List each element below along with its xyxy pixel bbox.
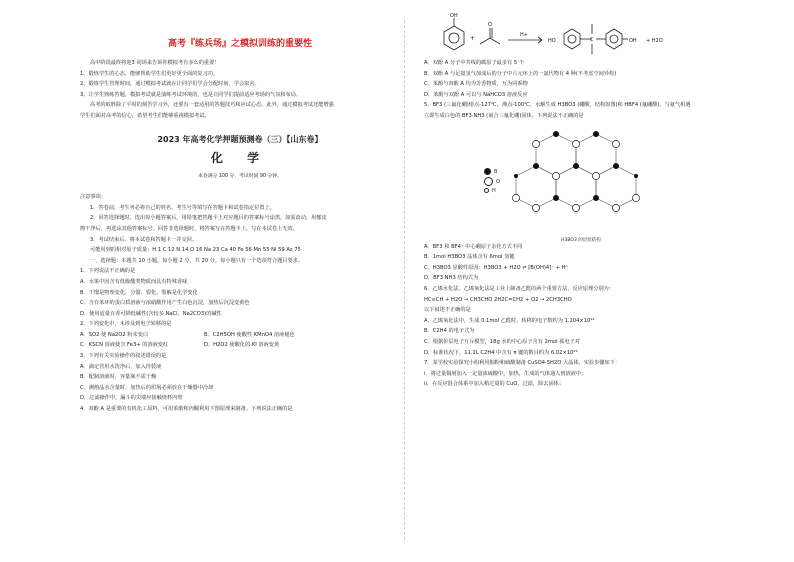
q3-option-b: B．配制溶液时，容量瓶不需干燥: [80, 374, 157, 381]
intro-line: 3、让学生熟练答题，模拟考试就是演练考试环境的，也是让同学们提前适应考场的气氛和布局。: [80, 91, 302, 98]
q7-step-i: i．将过量铜屑加入一定量浓硫酸中，加热，生成的气体通入到溶液中；: [424, 370, 587, 377]
lattice-diagram: [506, 124, 656, 230]
q6-option-d: D．标准状况下，11.2L C2H4 中含有 π 键的数目约为 6.02×10²³: [424, 349, 578, 356]
q3-option-a: A．滴定管用水洗净后，加入待装液: [80, 363, 162, 370]
svg-text:OH: OH: [629, 38, 637, 44]
q3-option-c: C．测熔晶水含量时，加热后的坩埚必须放在干燥器中冷却: [80, 384, 214, 391]
subject-title: 化 学: [210, 150, 270, 165]
intro-line: 学生们面对高考的信心，希望考生们能够重视模拟考试。: [80, 112, 210, 119]
note-line: 2．回答选择题时，选出每小题答案后，用铅笔把答题卡上对应题目的答案标号涂黑。如需改动，用橡皮: [90, 215, 327, 222]
q2-option-d: D．H2O2 使酸化的 KI 溶液变黄: [204, 342, 280, 349]
lattice-figure: [506, 124, 656, 247]
svg-text:+: +: [470, 35, 476, 42]
q5-option-d: D．BF3·NH3 结构式为: [424, 275, 479, 282]
boron-dot-icon: [484, 168, 491, 175]
q1-option-c: C．含有苯环的蛋白质溶液与浓硝酸作用产生白色沉淀，加热后沉淀变黄色: [80, 300, 250, 307]
column-divider: [404, 20, 405, 540]
structure-legend: [484, 168, 500, 196]
q4-option-d: D．苯酚与双酚 A 可以与 NaHCO3 溶液反应: [424, 91, 528, 98]
svg-text:OH: OH: [450, 13, 458, 19]
q7-stem: 7．某学校实验探究小组利用铜粉和硫酸制备 CuSO4·5H2O 大晶体，实验步骤如下：: [424, 360, 621, 367]
q3-option-d: D．过滤操作中，漏斗的尖端应接触烧杯内壁: [80, 395, 183, 402]
q1-option-b: B．干馏是物理变化，分馏、裂化、裂解是化学变化: [80, 289, 198, 296]
exam-title: 2023 年高考化学押题预测卷（三）【山东卷】: [157, 134, 323, 144]
note-line: 1．答卷前，考生务必将自己的姓名、考生号等填写在答题卡和试卷指定位置上。: [90, 204, 275, 211]
hydrogen-dot-icon: [484, 188, 489, 193]
q3-stem: 3．下列有关实验操作的叙述错误的是: [80, 353, 167, 360]
q5-stem-cont: 立即生成白色的 BF3·NH3 (氨合三氟化硼)固体。下列说法不正确的是: [424, 112, 584, 119]
intro-line: 1、锻炼学生的心态，能够帮助学生们更好更全面的复习功。: [80, 70, 219, 77]
q5-stem: 5．BF3 (三氟化硼)熔点-127℃，沸点-100℃，水解生成 H3BO3 (硼酸，结构如图)和 HBF4 (氟硼酸)，与氨气相遇: [424, 102, 691, 109]
q6-option-b: B．C2H4 的电子式为: [424, 328, 475, 335]
q1-option-d: D．使用适量百香可降低碱性(含较多 NaCl、Na2CO3)的碱性: [80, 310, 222, 317]
boric-acid-structure: [484, 124, 744, 242]
left-column: [80, 30, 400, 415]
svg-text:C: C: [590, 37, 594, 43]
legend-boron: B: [484, 168, 500, 177]
q6-sub: 以下叙述不正确的是: [424, 307, 471, 314]
intro-line: 高考的取胜除了平时的刻苦学习外，还要有一套适用的答题技巧和应试心态。此外，通过模拟考试还能增强: [90, 102, 334, 109]
q2-row1: [80, 330, 400, 341]
q4-option-c: C．苯酚与双酚 A 均为芳香物质，互为同系物: [424, 81, 528, 88]
intro-line: 高中阶段最终将迎3 同场来告诉你模拟考有多么的重要！: [90, 60, 220, 66]
q4-option-a: A．双酚 A 分子中共线的碳原子最多有 5 个: [424, 60, 524, 66]
structure-caption: H3BO3 的层状结构: [561, 238, 601, 244]
q5-option-c: C．H3BO3 显酸性原因：H3BO3 + H2O ⇌ [B(OH)4]⁻ + H⁺: [424, 264, 569, 271]
right-column: [424, 10, 744, 390]
q4-option-b: B．双酚 A 与足量氢气加成后的分子中六元环上的一氯代物有 4 种(不考虑空间异构): [424, 70, 617, 77]
atomic-masses: 可能用到的相对原子质量：H 1 C 12 N 14 O 16 Na 23 Ca 40 Fe 56 Mn 55 Ni 59 As 75: [90, 247, 301, 254]
score-note: 本卷满分 100 分，考试时间 90 分钟。: [198, 173, 282, 179]
note-line: 3．考试结束后，将本试卷和答题卡一并交回。: [90, 236, 198, 243]
notes-title: 注意事项：: [80, 194, 106, 201]
q2-option-b: B．C2H5OH 使酸性 KMnO4 溶液褪色: [204, 331, 295, 338]
header-title: 高考『练兵场』之模拟训练的重要性: [167, 39, 312, 49]
q6-equation: HC≡CH + H2O → CH3CHO 2H2C=CH2 + O2 → 2CH3CHO: [424, 296, 572, 303]
svg-text:O: O: [488, 22, 492, 28]
q6-stem: 6．乙烯水化法、乙烯氧化法是工业上制备乙醛的两个重要方法，反应原理分别为：: [424, 285, 615, 292]
legend-hydrogen: H: [484, 187, 500, 196]
reaction-reagent: H+: [520, 32, 528, 38]
q2-option-c: C．KSCN 溶液使含 Fe3+ 的溶液变红: [80, 342, 169, 349]
section-heading: 一、选择题：本题共 10 小题，每小题 2 分，共 20 分。每小题只有一个选项符合题目要求。: [90, 257, 304, 264]
reaction-scheme-diagram: [424, 10, 734, 58]
q2-stem: 2．下列变化中，未涉及到电子转移的是: [80, 321, 172, 328]
svg-text:HO: HO: [548, 38, 556, 44]
legend-oxygen: O: [484, 177, 500, 187]
reaction-byproduct: + H2O: [646, 38, 663, 44]
bisphenol-reaction: [424, 10, 744, 58]
q1-option-a: A．水果中因含有低级酯类物质而具有特殊香味: [80, 278, 188, 285]
q2-row2: [80, 340, 400, 351]
q5-option-a: A．BF3 和 BF4⁻ 中心硼原子杂化方式不同: [424, 243, 523, 250]
q7-step-ii: ii．在反应混合体系中加入稍过量的 CuO，过滤，除去固体；: [424, 381, 565, 388]
note-line: 擦干净后，再选涂其他答案标号。回答非选择题时，将答案写在答题卡上。写在本试卷上无效。: [80, 225, 298, 232]
q1-stem: 1．下列说法不正确的是: [80, 268, 136, 275]
oxygen-dot-icon: [484, 177, 493, 186]
intro-line: 2、锻炼学生管理时间，通过模拟考试就在让同学们学会分配时间，学会取舍。: [80, 81, 260, 88]
q6-option-a: A．乙烯氧化法中，生成 0.1mol 乙醛时，转移的电子数约为 1.204×10²³: [424, 317, 595, 324]
q4-stem: 4．双酚 A 是重要的有机化工原料，可用苯酚和丙酮利用下图原理来制备。下列说法正确的是: [80, 406, 293, 413]
q5-option-b: B．1mol H3BO3 晶体含有 6mol 氢键: [424, 254, 515, 261]
q6-option-c: C．根据价层电子互斥模型，18g 水的中心原子含有 2mol 孤电子对: [424, 338, 580, 345]
q2-option-a: A．SO2 使 Na2O2 粉末变白: [80, 331, 149, 338]
